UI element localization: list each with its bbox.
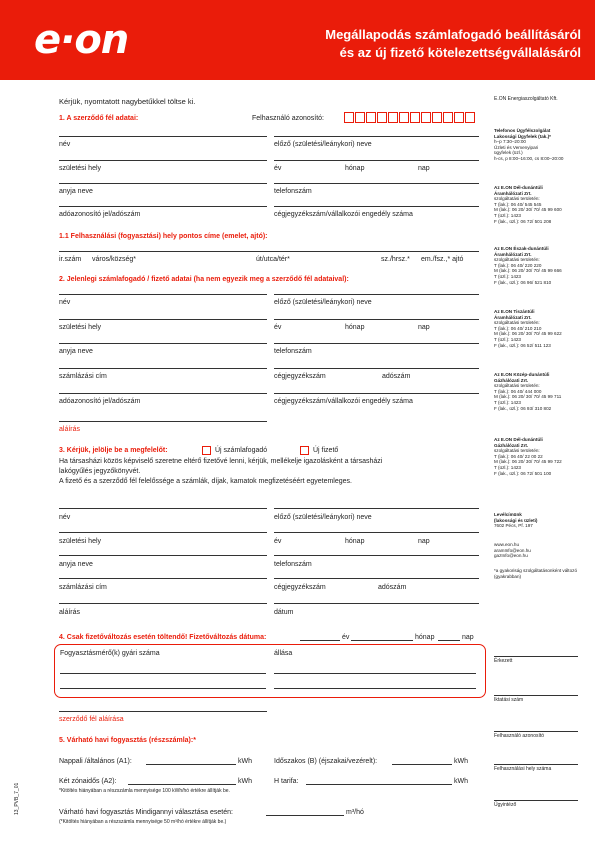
user-id-digit-box[interactable] xyxy=(366,112,376,123)
field-line[interactable] xyxy=(59,555,267,556)
sidebar-contact-line: szolgáltatási területén: xyxy=(494,383,540,389)
field-label: telefonszám xyxy=(274,348,312,355)
sidebar-contact-line: Áramhálózati Zrt. xyxy=(494,251,532,257)
sidebar-contact-line: M (lak.): 06 20/ 30/ 70/ 45 99 600 xyxy=(494,207,562,213)
field-line[interactable] xyxy=(274,532,479,533)
office-field-label: Felhasználási hely száma xyxy=(494,766,552,772)
field-label: születési hely xyxy=(59,538,102,545)
footnote: *Kitöltés hiányában a részszámla mennyisége 100 kWh/hó értékre állítják be. xyxy=(59,788,230,794)
sidebar-contact-line: F (lak., üzl.): 06 72/ 501 100 xyxy=(494,470,552,476)
signature-line[interactable] xyxy=(59,711,267,712)
field-line[interactable] xyxy=(59,368,267,369)
section-4-heading: 4. Csak fizetőváltozás esetén töltendő! Fizetőváltozás dátuma: xyxy=(59,634,267,641)
field-label: adóazonosító jel/adószám xyxy=(59,211,141,218)
sidebar-contact-line: T (üzl.): 1423 xyxy=(494,464,521,470)
field-label: nap xyxy=(418,538,430,545)
sidebar-contact-line: F (lak., üzl.): 06 72/ 501 208 xyxy=(494,218,552,224)
field-label: cégjegyzékszám xyxy=(274,584,326,591)
sidebar-contact-line: h-cs, p 8:00–16:00, cs 8:00–20:00 xyxy=(494,155,564,161)
sidebar-contact-line: Az E.ON Dél-dunántúli xyxy=(494,185,543,190)
field-label: nap xyxy=(462,634,474,641)
user-id-digit-box[interactable] xyxy=(421,112,431,123)
sidebar-contact-line: Gázhálózati Zrt. xyxy=(494,442,529,448)
office-field-line[interactable] xyxy=(494,764,578,765)
section-1-heading: 1. A szerződő fél adatai: xyxy=(59,115,139,122)
field-label: év xyxy=(274,538,282,545)
signature-label: aláírás xyxy=(59,426,81,433)
field-line[interactable] xyxy=(274,555,479,556)
sidebar-contact-line: T (üzl.): 1423 xyxy=(494,399,521,405)
unit-label: kWh xyxy=(238,758,252,765)
office-field-label: Iktatási szám xyxy=(494,697,524,703)
idoszakos-input-line[interactable] xyxy=(392,764,452,765)
sidebar-contact-line: (lakossági és üzleti) xyxy=(494,517,538,523)
field-label: anyja neve xyxy=(59,188,93,195)
sidebar-contact-block xyxy=(494,185,590,224)
field-label: Fogyasztásmérő(k) gyári száma xyxy=(60,650,160,657)
field-label: adószám xyxy=(382,373,411,380)
title-line-1: Megállapodás számlafogadó beállításáról xyxy=(325,27,581,42)
office-field-label: Felhasználó azonosító xyxy=(494,733,545,739)
field-label: aláírás xyxy=(59,609,81,616)
field-label: név xyxy=(59,514,71,521)
field-label: név xyxy=(59,299,71,306)
new-payer-checkbox[interactable] xyxy=(300,446,309,455)
form-code: 13_PVB_7_01 xyxy=(14,782,20,815)
field-line[interactable] xyxy=(59,393,267,394)
user-id-digit-box[interactable] xyxy=(465,112,475,123)
field-label: hónap xyxy=(345,538,365,545)
checkbox-label: Új számlafogadó xyxy=(215,447,268,454)
field-label: előző (születési/leánykori) neve xyxy=(274,514,372,521)
field-label: születési hely xyxy=(59,165,102,172)
date-line[interactable] xyxy=(351,640,413,641)
section-3-text: A fizető és a szerződő fél felelőssége a számlák, díjak, kamatok megfizetéséért egyetemleges. xyxy=(59,478,352,485)
sidebar-contact-line: T (lak.): 06 40/ 22 00 22 xyxy=(494,453,543,459)
date-line[interactable] xyxy=(438,640,460,641)
field-label: adóazonosító jel/adószám xyxy=(59,398,141,405)
user-id-digit-box[interactable] xyxy=(377,112,387,123)
field-label: adószám xyxy=(378,584,407,591)
sidebar-contact-line: M (lak.): 06 20/ 30/ 70/ 45 99 666 xyxy=(494,268,562,274)
field-label: Időszakos (B) (éjszakai/vezérelt): xyxy=(274,758,378,765)
section-3-heading: 3. Kérjük, jelölje be a megfelelőt: xyxy=(59,447,168,454)
field-label: számlázási cím xyxy=(59,584,107,591)
title-line-2: és az új fizető kötelezettségvállalásáról xyxy=(339,45,581,60)
sidebar-company: E.ON Energiaszolgáltató Kft. xyxy=(494,96,558,102)
unit-label: kWh xyxy=(238,778,252,785)
signature-label: szerződő fél aláírása xyxy=(59,716,124,723)
section-5-heading: 5. Várható havi fogyasztás (részszámla):* xyxy=(59,737,196,744)
field-label: előző (születési/leánykori) neve xyxy=(274,141,372,148)
field-label: hónap xyxy=(345,324,365,331)
sidebar-contact-line: h–p 7:30–20:00 xyxy=(494,139,526,145)
document-title xyxy=(325,26,581,62)
field-label: út/utca/tér* xyxy=(256,256,290,263)
sidebar-contact-line: F (lak., üzl.): 06 96/ 521 810 xyxy=(494,279,552,285)
sidebar-contact-line: T (üzl.): 1423 xyxy=(494,212,521,218)
user-id-digit-box[interactable] xyxy=(355,112,365,123)
sidebar-contact-line: Az E.ON Közép-dunántúli xyxy=(494,372,550,377)
field-label: név xyxy=(59,141,71,148)
sidebar-contact-line: aramInfo@eon.hu xyxy=(494,547,531,553)
field-label: ir.szám xyxy=(59,256,82,263)
section-3-text: Ha társasházi közös képviselő szeretne eltérő fizetővé lenni, kérjük, mellékelje igazolásként a társasházi xyxy=(59,458,383,465)
sidebar-contact-block xyxy=(494,512,590,529)
sidebar-contact-line: *a gyakoriság szolgáltatásonként változó xyxy=(494,568,577,573)
field-label: H tarifa: xyxy=(274,778,299,785)
sidebar-contact-line: szolgáltatási területén: xyxy=(494,320,540,326)
sidebar-contact-line: M (lak.): 06 20/ 30/ 70/ 45 99 622 xyxy=(494,331,562,337)
user-id-digit-box[interactable] xyxy=(432,112,442,123)
sidebar-contact-line: T (lak.): 06 40/ 545 545 xyxy=(494,201,542,207)
field-line[interactable] xyxy=(59,136,267,137)
footnote: (*Kitöltés hiányában a részszámla mennyisége 50 m³/hó értékre állítják be.) xyxy=(59,819,227,825)
office-field-line[interactable] xyxy=(494,656,578,657)
sidebar-contact-line: T (üzl.): 1423 xyxy=(494,273,521,279)
unit-label: m³/hó xyxy=(346,809,364,816)
field-line[interactable] xyxy=(274,294,479,295)
date-line[interactable] xyxy=(300,640,340,641)
field-label: em./fsz.,* ajtó xyxy=(421,256,464,263)
field-label: telefonszám xyxy=(274,188,312,195)
section-1-1-heading: 1.1 Felhasználási (fogyasztási) hely pontos címe (emelet, ajtó): xyxy=(59,233,268,240)
field-line[interactable] xyxy=(59,343,267,344)
sidebar-contact-block xyxy=(494,128,590,162)
sidebar-contact-line: Gázhálózati Zrt. xyxy=(494,377,529,383)
field-label: hónap xyxy=(345,165,365,172)
field-label: sz./hrsz.* xyxy=(381,256,410,263)
checkbox-label: Új fizető xyxy=(313,447,339,454)
user-id-digit-box[interactable] xyxy=(344,112,354,123)
sidebar-contact-line: Lakossági Ügyfelek (tak.)* xyxy=(494,133,551,139)
field-line[interactable] xyxy=(274,393,479,394)
sidebar-contact-block xyxy=(494,246,590,285)
field-label: nap xyxy=(418,324,430,331)
h-tarifa-input-line[interactable] xyxy=(306,784,452,785)
user-id-digit-box[interactable] xyxy=(454,112,464,123)
sidebar-contact-line: Az E.ON Észak-dunántúli xyxy=(494,246,549,251)
field-label: előző (születési/leánykori) neve xyxy=(274,299,372,306)
field-line[interactable] xyxy=(274,578,479,579)
header-banner xyxy=(0,0,595,80)
user-id-digit-box[interactable] xyxy=(399,112,409,123)
sidebar-contact-line: (gyakrabban) xyxy=(494,573,522,579)
ket-zonaidos-input-line[interactable] xyxy=(128,784,236,785)
sidebar-contact-line: T (üzl.): 1423 xyxy=(494,336,521,342)
sidebar-contact-line: gazInfo@eon.hu xyxy=(494,553,528,559)
field-label: év xyxy=(342,634,350,641)
field-label: Nappali /általános (A1): xyxy=(59,758,132,765)
field-label: hónap xyxy=(415,634,435,641)
sidebar-contact-line: www.eon.hu xyxy=(494,542,520,547)
field-line[interactable] xyxy=(59,183,267,184)
field-label: cégjegyzékszám/vállalkozói engedély száma xyxy=(274,211,413,218)
field-line[interactable] xyxy=(59,578,267,579)
sidebar-contact-line: szolgáltatási területén: xyxy=(494,448,540,454)
field-line[interactable] xyxy=(274,183,479,184)
office-field-label: Ügyintéző xyxy=(494,802,517,808)
field-label: számlázási cím xyxy=(59,373,107,380)
field-line[interactable] xyxy=(274,343,479,344)
field-line[interactable] xyxy=(274,603,479,604)
field-line[interactable] xyxy=(59,206,267,207)
user-id-digit-box[interactable] xyxy=(443,112,453,123)
meter-reading-line[interactable] xyxy=(274,688,476,689)
sidebar-contact-line: T (lak.): 06 40/ 220 220 xyxy=(494,262,542,268)
sidebar-contact-line: Telefonos Ügyfélszolgálat xyxy=(494,128,551,133)
office-field-line[interactable] xyxy=(494,731,578,732)
field-label: cégjegyzékszám/vállalkozói engedély száma xyxy=(274,398,413,405)
sidebar-contact-line: szolgáltatási területén: xyxy=(494,257,540,263)
field-label: cégjegyzékszám xyxy=(274,373,326,380)
office-field-line[interactable] xyxy=(494,800,578,801)
field-label: születési hely xyxy=(59,324,102,331)
field-line[interactable] xyxy=(274,319,479,320)
field-line[interactable] xyxy=(59,294,267,295)
field-line[interactable] xyxy=(59,160,267,161)
sidebar-contact-line: 7602 Pécs, Pf. 197 xyxy=(494,523,533,529)
field-label: anyja neve xyxy=(59,348,93,355)
sidebar-contact-line: T (lak.): 06 40/ 210 210 xyxy=(494,325,542,331)
sidebar-contact-line: M (lak.): 06 20/ 30/ 70/ 45 99 722 xyxy=(494,459,562,465)
sidebar-contact-block xyxy=(494,568,590,579)
unit-label: kWh xyxy=(454,778,468,785)
office-field-line[interactable] xyxy=(494,695,578,696)
sidebar-contact-line: ügyfelek (üzl.) xyxy=(494,150,523,156)
section-2-heading: 2. Jelenlegi számlafogadó / fizető adatai (ha nem egyezik meg a szerződő fél adataival): xyxy=(59,276,349,283)
signature-line[interactable] xyxy=(59,421,267,422)
field-line[interactable] xyxy=(274,368,479,369)
field-label: Két zónaidős (A2): xyxy=(59,778,117,785)
field-line[interactable] xyxy=(59,508,267,509)
sidebar-contact-line: Az E.ON Tiszántúli xyxy=(494,309,535,314)
sidebar-contact-line: szolgáltatási területén: xyxy=(494,196,540,202)
field-label: év xyxy=(274,324,282,331)
user-id-digit-box[interactable] xyxy=(388,112,398,123)
field-label: anyja neve xyxy=(59,561,93,568)
field-line[interactable] xyxy=(274,136,479,137)
user-id-label: Felhasználó azonosító: xyxy=(252,115,324,122)
field-label: Várható havi fogyasztás Mindigannyi választása esetén: xyxy=(59,809,233,816)
mindigannyi-input-line[interactable] xyxy=(266,815,344,816)
sidebar-contact-block xyxy=(494,372,590,411)
field-label: nap xyxy=(418,165,430,172)
sidebar-contact-line: Áramhálózati Zrt. xyxy=(494,190,532,196)
field-label: város/község* xyxy=(92,256,136,263)
sidebar-contact-line: Levélcímünk xyxy=(494,512,522,517)
eon-logo: e·on xyxy=(34,17,129,63)
sidebar-contact-line: M (lak.): 06 20/ 30/ 70/ 45 99 711 xyxy=(494,394,562,400)
field-line[interactable] xyxy=(274,160,479,161)
meter-number-line[interactable] xyxy=(60,673,266,674)
meter-reading-line[interactable] xyxy=(274,673,476,674)
field-line[interactable] xyxy=(274,206,479,207)
unit-label: kWh xyxy=(454,758,468,765)
sidebar-contact-block xyxy=(494,309,590,348)
field-label: dátum xyxy=(274,609,294,616)
sidebar-contact-line: F (lak., üzl.): 06 93/ 310 802 xyxy=(494,405,552,411)
field-line[interactable] xyxy=(59,603,267,604)
sidebar-contact-block xyxy=(494,437,590,476)
office-field-label: Érkezett xyxy=(494,658,513,664)
field-line[interactable] xyxy=(59,532,267,533)
new-recipient-checkbox[interactable] xyxy=(202,446,211,455)
field-label: év xyxy=(274,165,282,172)
sidebar-contact-line: F (lak., üzl.): 06 52/ 511 123 xyxy=(494,342,551,348)
field-label: állása xyxy=(274,650,293,657)
field-line[interactable] xyxy=(59,319,267,320)
sidebar-contact-line: T (lak.): 06 40/ 444 000 xyxy=(494,388,542,394)
intro-text: Kérjük, nyomtatott nagybetűkkel töltse ki. xyxy=(59,97,196,106)
meter-number-line[interactable] xyxy=(60,688,266,689)
nappali-input-line[interactable] xyxy=(146,764,236,765)
address-line[interactable] xyxy=(59,251,479,252)
sidebar-contact-line: Az E.ON Dél-dunántúli xyxy=(494,437,543,442)
field-label: telefonszám xyxy=(274,561,312,568)
user-id-digit-box[interactable] xyxy=(410,112,420,123)
sidebar-contact-line: Áramhálózati Zrt. xyxy=(494,314,532,320)
section-3-text: lakógyűlés jegyzőkönyvét. xyxy=(59,468,141,475)
sidebar-contact-block xyxy=(494,542,590,559)
field-line[interactable] xyxy=(274,508,479,509)
sidebar-contact-line: Üzleti és Vemenyipari xyxy=(494,144,539,150)
